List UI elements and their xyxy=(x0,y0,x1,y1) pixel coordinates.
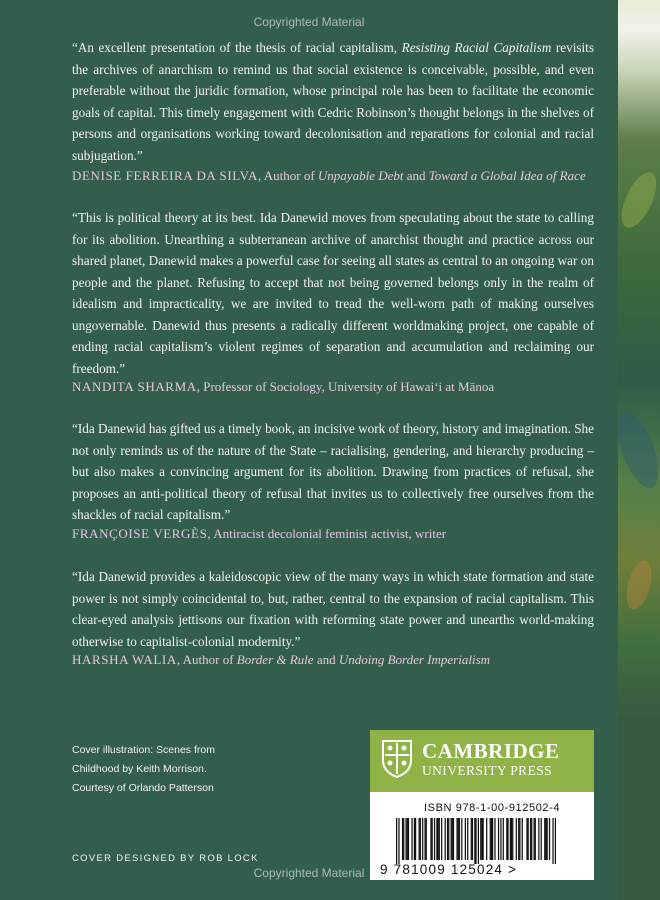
blurb-attribution: HARSHA WALIA, Author of Border & Rule and Undoing Border Imperialism xyxy=(72,652,491,667)
watermark-top: Copyrighted Material xyxy=(253,15,365,29)
barcode-bar xyxy=(522,818,523,860)
barcode-bar xyxy=(503,818,504,860)
barcode-bar xyxy=(490,818,491,860)
barcode-bar xyxy=(467,818,468,860)
barcode-bar xyxy=(474,818,475,864)
barcode-bar xyxy=(516,818,517,860)
barcode-bar xyxy=(512,818,513,860)
blurb-attribution: FRANÇOISE VERGÈS, Antiracist decolonial feminist activist, writer xyxy=(72,526,447,541)
barcode-bar xyxy=(498,818,499,860)
barcode-bar xyxy=(475,818,476,864)
barcode-bar xyxy=(472,818,473,860)
blurb-quote: “This is political theory at its best. Ida Danewid moves from speculating about the state to calling for its abolition. Unearthing a subterranean archive of anarchist thought and practice across our shared planet, Danewid makes a powerful case for seeing all states as central to an ongoing war on people and the planet. Refusing to accept that not being governed belongs only in the realm of idealism and impracticality, we are invited to tread the well-worn path of making ourselves ungovernable. Danewid thus presents a radically different worldmaking project, one capable of ending racial capitalism’s violent regimes of separation and accumulation and reclaiming our freedom.” xyxy=(72,210,594,376)
barcode-bar xyxy=(481,818,482,860)
barcode-bar xyxy=(396,818,397,864)
barcode-bar xyxy=(398,818,399,864)
barcode-bar xyxy=(538,818,539,860)
barcode-digits: 9 781009 125024 > xyxy=(380,862,518,877)
barcode-bar xyxy=(486,818,487,860)
barcode-bar xyxy=(426,818,427,860)
barcode-bar xyxy=(478,818,479,864)
barcode-bar xyxy=(552,818,553,864)
blurb-attribution: NANDITA SHARMA, Professor of Sociology, University of Hawai‘i at Mānoa xyxy=(72,379,495,394)
cambridge-crest-icon xyxy=(382,740,412,778)
barcode-bar xyxy=(441,818,442,860)
barcode-bar xyxy=(465,818,466,860)
barcode-bar xyxy=(526,818,527,860)
barcode-bar xyxy=(459,818,460,860)
blurb-quote: “Ida Danewid has gifted us a timely book, an incisive work of theory, history and imagination. She not only reminds us of the nature of the State – racialising, gendering, and hierarchy producing – but also makes a convincing argument for its abolition. Drawing from practices of refusal, she proposes an anti-political theory of refusal that invites us to collectively free ourselves from the shackles of racial capitalism.” xyxy=(72,421,594,522)
barcode-bar xyxy=(528,818,529,860)
barcode-bar xyxy=(533,818,534,860)
barcode-bar xyxy=(518,818,519,860)
barcode-bar xyxy=(452,818,453,860)
barcode xyxy=(396,818,556,864)
publisher-subtitle: UNIVERSITY PRESS xyxy=(422,763,553,778)
barcode-bar xyxy=(500,818,501,860)
barcode-bar xyxy=(545,818,546,860)
barcode-bar xyxy=(530,818,531,860)
barcode-bar xyxy=(405,818,406,860)
barcode-bar xyxy=(451,818,452,860)
barcode-bar xyxy=(549,818,550,860)
barcode-bar xyxy=(541,818,542,860)
barcode-bar xyxy=(445,818,446,860)
barcode-bar xyxy=(535,818,536,860)
barcode-bar xyxy=(414,818,415,860)
barcode-bar xyxy=(453,818,454,860)
barcode-bar xyxy=(408,818,409,860)
publisher-name: CAMBRIDGE xyxy=(422,739,560,763)
barcode-bar xyxy=(483,818,484,860)
isbn-label: ISBN 978-1-00-912502-4 xyxy=(424,802,561,814)
barcode-bar xyxy=(407,818,408,860)
barcode-bar xyxy=(430,818,431,860)
barcode-bar xyxy=(510,818,511,860)
barcode-bar xyxy=(411,818,412,860)
publisher-logo xyxy=(370,730,594,792)
barcode-bar xyxy=(492,818,493,860)
barcode-bar xyxy=(439,818,440,860)
barcode-bar xyxy=(491,818,492,860)
barcode-bar xyxy=(448,818,449,860)
barcode-bar xyxy=(531,818,532,860)
barcode-bar xyxy=(419,818,420,860)
barcode-bar xyxy=(402,818,403,860)
barcode-bar xyxy=(458,818,459,860)
barcode-bar xyxy=(555,818,556,864)
barcode-bar xyxy=(494,818,495,860)
barcode-bar xyxy=(480,818,481,860)
barcode-bar xyxy=(403,818,404,860)
barcode-bar xyxy=(422,818,423,860)
watermark-bottom: Copyrighted Material xyxy=(253,866,365,880)
barcode-bar xyxy=(447,818,448,860)
barcode-bar xyxy=(547,818,548,860)
barcode-bar xyxy=(436,818,437,860)
blurb-attribution: DENISE FERREIRA DA SILVA, Author of Unpayable Debt and Toward a Global Idea of Race xyxy=(72,168,586,183)
blurb-quote: “An excellent presentation of the thesis of racial capitalism, Resisting Racial Capitalism revisits the archives of anarchism to remind us that social existence is conceivable, possible, and even preferable without the juridic formation, whose principal role has been to facilitate the economic goals of capital. This timely engagement with Cedric Robinson’s thought belongs in the shelves of persons and organisations working toward decolonisation and reparations for colonial and racial subjugation.” xyxy=(72,40,594,163)
barcode-bar xyxy=(544,818,545,860)
barcode-bar xyxy=(461,818,462,860)
barcode-bar xyxy=(424,818,425,860)
barcode-bar xyxy=(434,818,435,860)
barcode-bar xyxy=(471,818,472,860)
blurb-quote: “Ida Danewid provides a kaleidoscopic view of the many ways in which state formation and state power is not simply coincidental to, but, rather, central to the expansion of racial capitalism. This clear-eyed analysis jettisons our fixation with reforming state power and unearths world-making otherwise to capitalist-colonial modernity.” xyxy=(72,569,594,649)
barcode-bar xyxy=(437,818,438,860)
illustration-credit: Cover illustration: Scenes from Childhood by Keith Morrison. Courtesy of Orlando Patterson xyxy=(72,744,215,794)
barcode-bar xyxy=(432,818,433,860)
barcode-bar xyxy=(507,818,508,860)
barcode-bar xyxy=(415,818,416,860)
barcode-bar xyxy=(506,818,507,860)
barcode-bar xyxy=(519,818,520,860)
barcode-bar xyxy=(420,818,421,860)
barcode-bar xyxy=(456,818,457,860)
designer-credit: COVER DESIGNED BY ROB LOCK xyxy=(72,853,259,864)
barcode-bar xyxy=(511,818,512,860)
